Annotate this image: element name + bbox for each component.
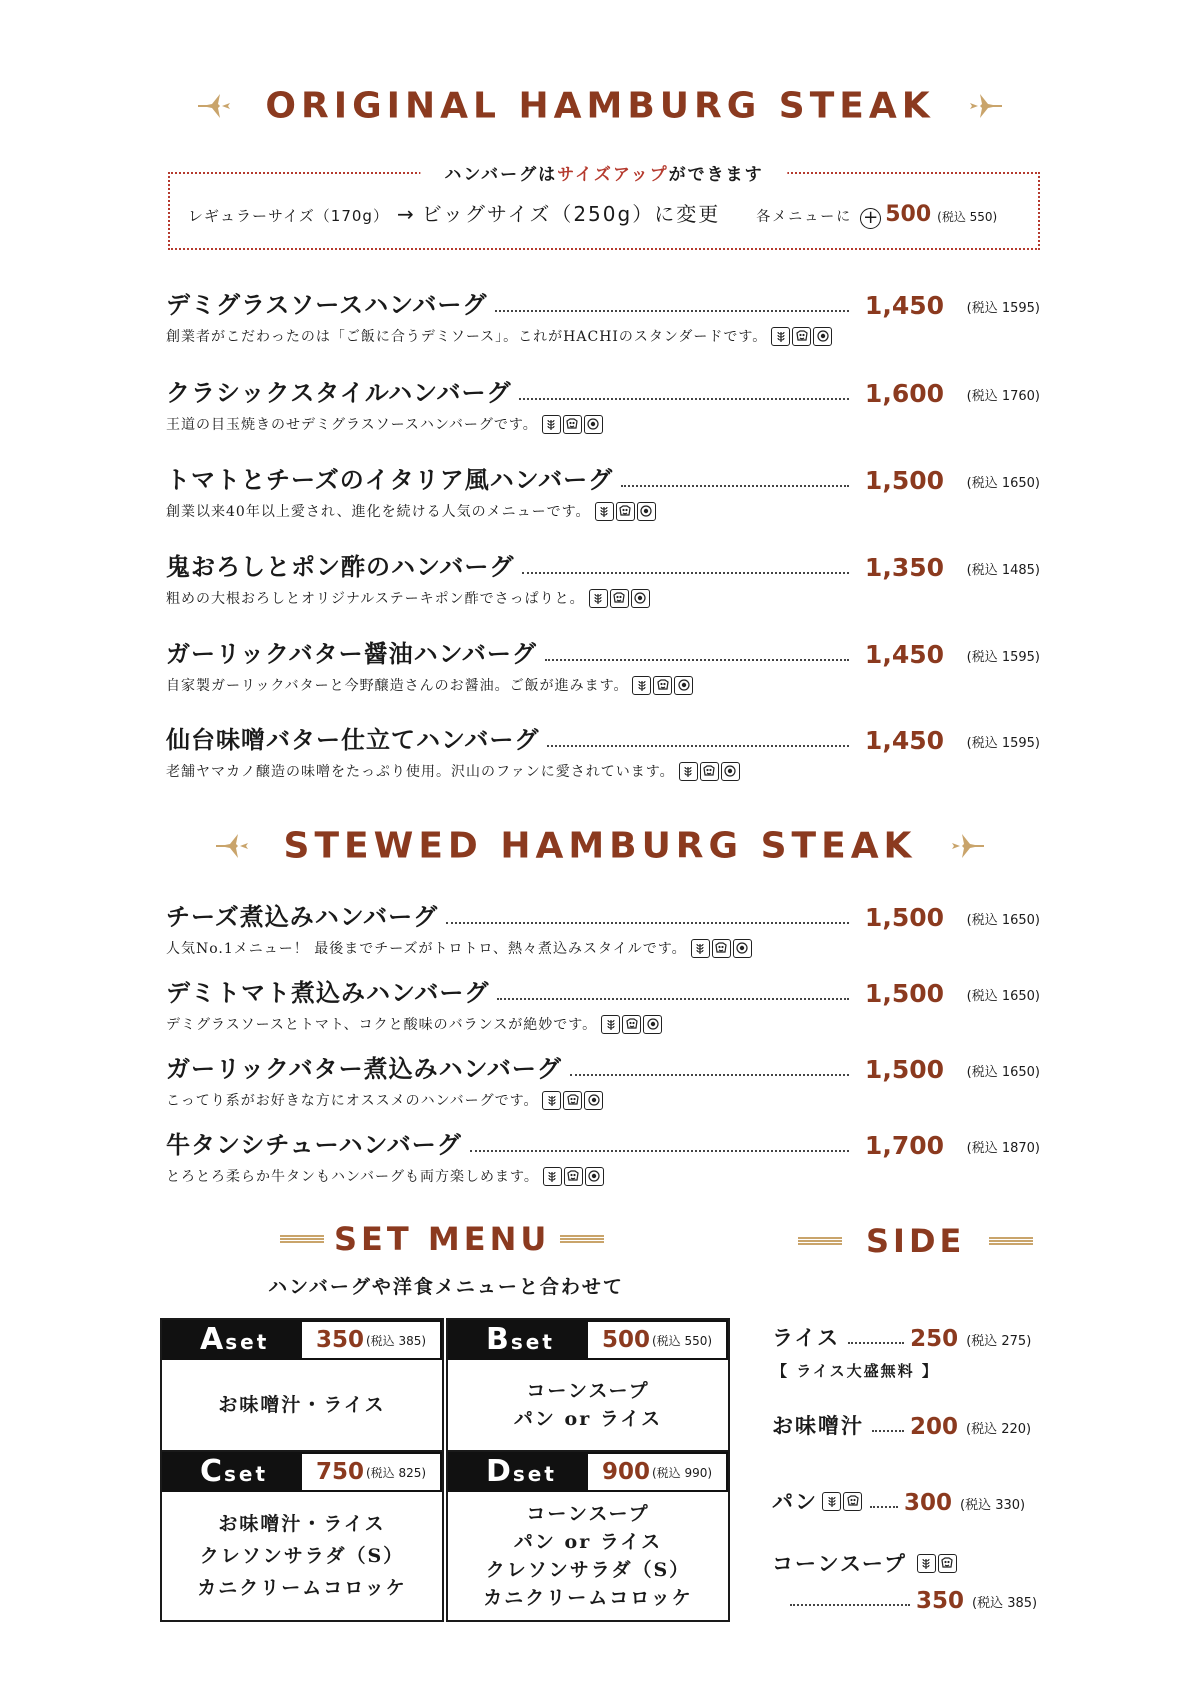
set-a-card [160, 1318, 444, 1452]
set-line: カニクリームコロッケ [197, 1577, 407, 1599]
milk-icon [622, 1015, 641, 1034]
side-item-price: 300 [904, 1490, 953, 1516]
set-price-box [588, 1322, 726, 1358]
egg-icon [637, 502, 656, 521]
item-price: 1,500 [864, 979, 944, 1008]
side-item-price: 200 [910, 1414, 959, 1440]
dot-leader [497, 998, 849, 1000]
size-up-each: 各メニューに [756, 209, 853, 225]
item-tax: (税込 1760) [966, 389, 1040, 404]
set-line: コーンスープ [526, 1380, 650, 1402]
set-c-card [160, 1450, 444, 1622]
set-price-box [302, 1454, 440, 1490]
set-line: お味噌汁・ライス [218, 1513, 386, 1535]
double-rule-left [280, 1235, 324, 1243]
wheat-icon [542, 415, 561, 434]
set-tax: (税込 385) [365, 1333, 427, 1348]
set-header [448, 1320, 728, 1360]
milk-icon [700, 762, 719, 781]
item-tax: (税込 1650) [966, 913, 1040, 928]
milk-icon [653, 676, 672, 695]
set-tax: (税込 550) [651, 1333, 713, 1348]
side-item-name-wrap [772, 1486, 862, 1516]
size-up-price: 500 [885, 202, 932, 227]
side-item-name: ライス [772, 1325, 841, 1350]
milk-icon [843, 1492, 862, 1511]
item-name: クラシックスタイルハンバーグ [166, 378, 512, 407]
set-letter: C [200, 1454, 223, 1489]
menu-item [166, 374, 1040, 434]
wheat-icon [632, 676, 651, 695]
side-item-name: お味噌汁 [772, 1413, 864, 1438]
item-description: 王道の目玉焼きのせデミグラスソースハンバーグです。 [166, 417, 538, 433]
egg-icon [643, 1015, 662, 1034]
set-contents [448, 1360, 728, 1450]
set-price: 900 [601, 1459, 650, 1485]
ornament-left-icon [198, 92, 234, 120]
item-tax: (税込 1485) [966, 563, 1040, 578]
original-section-title [0, 84, 1200, 127]
item-name: ガーリックバター煮込みハンバーグ [166, 1054, 562, 1083]
item-name: トマトとチーズのイタリア風ハンバーグ [166, 465, 614, 494]
side-item-name: パン [772, 1489, 818, 1514]
egg-icon [721, 762, 740, 781]
milk-icon [563, 1091, 582, 1110]
item-tax: (税込 1650) [966, 989, 1040, 1004]
double-rule-right [989, 1237, 1033, 1245]
item-tax: (税込 1595) [966, 301, 1040, 316]
plus-circle-icon: + [860, 208, 881, 229]
item-price: 1,450 [864, 640, 944, 669]
egg-icon [585, 1167, 604, 1186]
set-contents [162, 1492, 442, 1620]
double-rule-left [798, 1237, 842, 1245]
side-item-price: 250 [910, 1326, 959, 1352]
milk-icon [564, 1167, 583, 1186]
item-description: 創業以来40年以上愛され、進化を続ける人気のメニューです。 [166, 504, 591, 520]
menu-item [166, 898, 1040, 958]
item-tax: (税込 1595) [966, 650, 1040, 665]
dot-leader [545, 659, 849, 661]
menu-item [166, 1126, 1040, 1186]
set-line: パン or ライス [513, 1531, 663, 1553]
item-price: 1,450 [864, 291, 944, 320]
set-label [448, 1320, 588, 1360]
set-line: パン or ライス [513, 1408, 663, 1430]
set-header [162, 1452, 442, 1492]
item-name: ガーリックバター醤油ハンバーグ [166, 639, 537, 668]
set-word: set [224, 1462, 269, 1486]
wheat-icon [771, 327, 790, 346]
ornament-left-icon [216, 832, 252, 860]
item-tax: (税込 1595) [966, 736, 1040, 751]
side-item-tax: (税込 275) [966, 1334, 1032, 1349]
stewed-section-title [0, 824, 1200, 867]
size-up-body [188, 198, 1024, 234]
wheat-icon [691, 939, 710, 958]
item-name: 鬼おろしとポン酢のハンバーグ [166, 552, 515, 581]
set-contents [162, 1360, 442, 1450]
item-price: 1,600 [864, 379, 944, 408]
allergen-icons [822, 1492, 862, 1511]
ornament-right-icon [966, 92, 1002, 120]
double-rule-right [560, 1235, 604, 1243]
item-name: デミグラスソースハンバーグ [166, 290, 488, 319]
item-price: 1,500 [864, 466, 944, 495]
side-item-tax: (税込 385) [972, 1596, 1038, 1611]
allergen-icons [543, 1167, 604, 1186]
dot-leader [446, 922, 849, 924]
allergen-icons [542, 415, 603, 434]
side-item-miso-soup [772, 1410, 1042, 1440]
menu-item [166, 461, 1040, 521]
allergen-icons [771, 327, 832, 346]
egg-icon [584, 1091, 603, 1110]
allergen-icons [542, 1091, 603, 1110]
allergen-icons [595, 502, 656, 521]
item-description: こってり系がお好きな方にオススメのハンバーグです。 [166, 1093, 539, 1109]
allergen-icons [679, 762, 740, 781]
dot-leader [547, 745, 849, 747]
item-name: 仙台味噌バター仕立てハンバーグ [166, 725, 540, 754]
side-item-bread [772, 1486, 1042, 1516]
set-price: 500 [601, 1327, 650, 1353]
set-letter: A [200, 1322, 224, 1357]
dot-leader [570, 1074, 849, 1076]
wheat-icon [589, 589, 608, 608]
side-item-name-wrap [772, 1548, 957, 1578]
item-tax: (税込 1650) [966, 1065, 1040, 1080]
dot-leader [870, 1506, 898, 1508]
size-up-from: レギュラーサイズ（170g） [188, 207, 389, 225]
set-menu-title [270, 1220, 614, 1258]
item-name: 牛タンシチューハンバーグ [166, 1130, 462, 1159]
allergen-icons [589, 589, 650, 608]
side-item-price: 350 [916, 1588, 965, 1614]
set-letter: D [486, 1454, 511, 1489]
side-title [788, 1222, 1043, 1260]
allergen-icons [601, 1015, 662, 1034]
size-up-tax: (税込 550) [937, 210, 998, 224]
set-header [448, 1452, 728, 1492]
wheat-icon [543, 1167, 562, 1186]
item-tax: (税込 1650) [966, 476, 1040, 491]
set-price-box [588, 1454, 726, 1490]
item-price: 1,450 [864, 726, 944, 755]
set-line: コーンスープ [526, 1503, 650, 1525]
menu-item [166, 974, 1040, 1034]
set-line: クレソンサラダ（S） [199, 1545, 405, 1567]
item-description: 粗めの大根おろしとオリジナルステーキポン酢でさっぱりと。 [166, 591, 585, 607]
item-price: 1,500 [864, 903, 944, 932]
egg-icon [733, 939, 752, 958]
size-up-heading-accent: サイズアップ [557, 165, 669, 185]
dot-leader [522, 572, 849, 574]
milk-icon [938, 1554, 957, 1573]
egg-icon [631, 589, 650, 608]
set-tax: (税込 825) [365, 1465, 427, 1480]
allergen-icons [632, 676, 693, 695]
menu-item [166, 1050, 1040, 1110]
stewed-title-text: STEWED HAMBURG STEAK [283, 825, 917, 867]
set-b-card [446, 1318, 730, 1452]
milk-icon [563, 415, 582, 434]
menu-item [166, 635, 1040, 695]
item-description: 人気No.1メニュー！ 最後までチーズがトロトロ、熱々煮込みスタイルです。 [166, 941, 687, 957]
set-word: set [510, 1330, 555, 1354]
wheat-icon [595, 502, 614, 521]
side-title-text: SIDE [866, 1222, 966, 1260]
dot-leader [790, 1604, 910, 1606]
size-up-box [168, 165, 1040, 250]
egg-icon [813, 327, 832, 346]
item-description: 創業者がこだわったのは「ご飯に合うデミソース」。これがHACHIのスタンダードです。 [166, 329, 768, 345]
set-price-box [302, 1322, 440, 1358]
size-up-heading-pre: ハンバーグは [444, 165, 558, 185]
dot-leader [848, 1342, 904, 1344]
wheat-icon [601, 1015, 620, 1034]
set-menu-title-text: SET MENU [334, 1220, 551, 1258]
side-item-corn-soup [772, 1548, 1042, 1614]
side-item-tax: (税込 330) [960, 1498, 1026, 1513]
wheat-icon [822, 1492, 841, 1511]
side-item-note: 【 ライス大盛無料 】 [772, 1362, 939, 1380]
ornament-right-icon [948, 832, 984, 860]
set-menu-subtitle: ハンバーグや洋食メニューと合わせて [268, 1276, 624, 1298]
item-description: デミグラスソースとトマト、コクと酸味のバランスが絶妙です。 [166, 1017, 598, 1033]
set-line: お味噌汁・ライス [218, 1394, 386, 1416]
set-word: set [225, 1330, 270, 1354]
size-up-heading-post: ができます [668, 165, 764, 185]
egg-icon [674, 676, 693, 695]
item-name: チーズ煮込みハンバーグ [166, 902, 439, 931]
milk-icon [616, 502, 635, 521]
set-line: カニクリームコロッケ [483, 1587, 693, 1609]
side-item-name: コーンスープ [772, 1551, 907, 1576]
set-label [162, 1320, 302, 1360]
milk-icon [712, 939, 731, 958]
original-title-text: ORIGINAL HAMBURG STEAK [265, 85, 935, 127]
allergen-icons [917, 1554, 957, 1573]
size-up-heading [420, 160, 787, 185]
menu-item [166, 286, 1040, 346]
side-item-rice [772, 1322, 1042, 1381]
item-description: とろとろ柔らか牛タンもハンバーグも両方楽しめます。 [166, 1169, 539, 1185]
set-d-card [446, 1450, 730, 1622]
arrow-right-icon: → [396, 202, 414, 226]
menu-item [166, 721, 1040, 781]
set-label [448, 1452, 588, 1492]
item-description: 自家製ガーリックバターと今野醸造さんのお醤油。ご飯が進みます。 [166, 678, 629, 694]
egg-icon [584, 415, 603, 434]
dot-leader [470, 1150, 849, 1152]
side-item-tax: (税込 220) [966, 1422, 1032, 1437]
menu-item [166, 548, 1040, 608]
dot-leader [519, 398, 848, 400]
item-name: デミトマト煮込みハンバーグ [166, 978, 490, 1007]
allergen-icons [691, 939, 752, 958]
wheat-icon [542, 1091, 561, 1110]
set-label [162, 1452, 302, 1492]
item-price: 1,500 [864, 1055, 944, 1084]
set-word: set [512, 1462, 557, 1486]
set-header [162, 1320, 442, 1360]
item-price: 1,350 [864, 553, 944, 582]
milk-icon [610, 589, 629, 608]
dot-leader [872, 1430, 904, 1432]
set-line: クレソンサラダ（S） [485, 1559, 691, 1581]
wheat-icon [679, 762, 698, 781]
size-up-to: ビッグサイズ（250g）に変更 [421, 202, 721, 226]
dot-leader [495, 310, 849, 312]
set-letter: B [486, 1322, 509, 1357]
item-description: 老舗ヤマカノ醸造の味噌をたっぷり使用。沢山のファンに愛されています。 [166, 764, 675, 780]
set-contents [448, 1492, 728, 1620]
set-price: 350 [315, 1327, 364, 1353]
milk-icon [792, 327, 811, 346]
dot-leader [621, 485, 849, 487]
set-tax: (税込 990) [651, 1465, 713, 1480]
set-price: 750 [315, 1459, 364, 1485]
item-tax: (税込 1870) [966, 1141, 1040, 1156]
item-price: 1,700 [864, 1131, 944, 1160]
wheat-icon [917, 1554, 936, 1573]
